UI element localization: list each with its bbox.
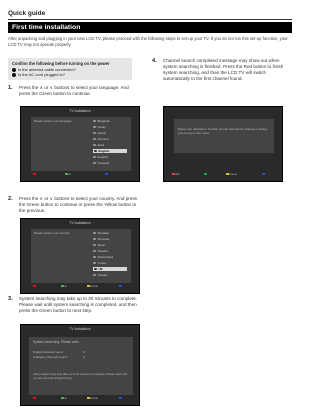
screen-panel bbox=[29, 337, 133, 395]
screen-prompt: Please select your country: bbox=[34, 231, 71, 235]
tv-screen-country bbox=[20, 218, 140, 294]
bullet-icon bbox=[12, 73, 16, 77]
search-note: Auto programming may take up to 20 minutes to complete. Please wait until you see the Auto Programming. bbox=[33, 372, 127, 380]
country-option-selected[interactable]: UK bbox=[93, 267, 127, 271]
step-1-number: 1. bbox=[8, 85, 13, 91]
screen-prompt: Please select your language: bbox=[34, 119, 73, 123]
digital-count: 0 bbox=[83, 350, 85, 354]
step-1-text: Press the ∧ or ∨ buttons to select your language. And press the Green button to continue. bbox=[19, 85, 129, 97]
section-label: Quick guide bbox=[8, 10, 46, 17]
country-option[interactable]: Sweden bbox=[93, 249, 127, 253]
screen-title: TV Installation bbox=[69, 221, 91, 225]
tv-screen-searching bbox=[20, 324, 140, 406]
screen-nav: Next bbox=[21, 174, 139, 179]
step-2-text: Press the ∧ or ∨ buttons to select your country. And press the Green button to continue or press the Yellow button to the previous. bbox=[19, 196, 137, 214]
country-option[interactable]: Switzerland bbox=[93, 255, 127, 259]
confirm-title: Confirm the following before turning on the power bbox=[12, 60, 110, 66]
step-3-number: 3. bbox=[8, 296, 13, 302]
screen-nav: Next Previous bbox=[21, 286, 139, 291]
tv-screen-language bbox=[20, 106, 140, 182]
header-rule bbox=[8, 19, 292, 20]
step-4-text: Channel search completed message may show out when system searching is finished. Press the Red button to finish system searching, and then the LCD TV will switch automatically to the first channel found. bbox=[163, 58, 284, 82]
step-3-text: System searching may take up to 20 minutes to complete. Please wait until system searching is completed, and then press the Green button to next step. bbox=[19, 296, 137, 314]
country-option[interactable]: Spain bbox=[93, 243, 127, 247]
language-option[interactable]: Français bbox=[93, 161, 127, 165]
confirm-item: Is the AC cord plugged in? bbox=[12, 72, 128, 77]
language-option[interactable]: Bulgarian bbox=[93, 119, 127, 123]
screen-title: TV Installation bbox=[69, 109, 91, 113]
intro-text: After unpacking and plugging in your new LCD TV, please proceed with the following steps to set-up your TV. If you do not run this set-up function, your LCD TV may not operate properly. bbox=[8, 36, 288, 47]
completion-message: Enjoy your television ! If rather do you still want to change a setting, you can go to the menu. bbox=[178, 127, 268, 135]
country-option[interactable]: Slovakia bbox=[93, 231, 127, 235]
language-option[interactable]: Dansk bbox=[93, 131, 127, 135]
analogue-count: 0 bbox=[83, 355, 85, 359]
country-option[interactable]: Turkey bbox=[93, 261, 127, 265]
language-option[interactable]: Cesky bbox=[93, 125, 127, 129]
screen-nav: Finish Previous bbox=[164, 174, 282, 179]
bullet-icon bbox=[12, 68, 16, 72]
confirm-box bbox=[8, 58, 132, 80]
tv-screen-complete bbox=[163, 106, 283, 182]
digital-label: Digital channels found bbox=[33, 350, 63, 354]
country-option[interactable]: Ukraine bbox=[93, 273, 127, 277]
page-title: First time installation bbox=[8, 22, 292, 33]
screen-nav: Next Previous bbox=[21, 398, 139, 403]
analogue-label: Analogue channels found bbox=[33, 355, 67, 359]
language-option[interactable]: Español bbox=[93, 155, 127, 159]
screen-title: TV Installation bbox=[69, 327, 91, 331]
language-option[interactable]: Eesti bbox=[93, 143, 127, 147]
step-2-number: 2. bbox=[8, 196, 13, 202]
step-4-number: 4. bbox=[152, 58, 157, 64]
language-option[interactable]: Deutsch bbox=[93, 137, 127, 141]
language-option-selected[interactable]: English bbox=[93, 149, 127, 153]
screen-panel bbox=[174, 119, 274, 153]
country-option[interactable]: Slovenia bbox=[93, 237, 127, 241]
search-status: System searching. Please wait... bbox=[33, 340, 81, 344]
confirm-item: Is the antenna cable connected? bbox=[12, 67, 128, 72]
